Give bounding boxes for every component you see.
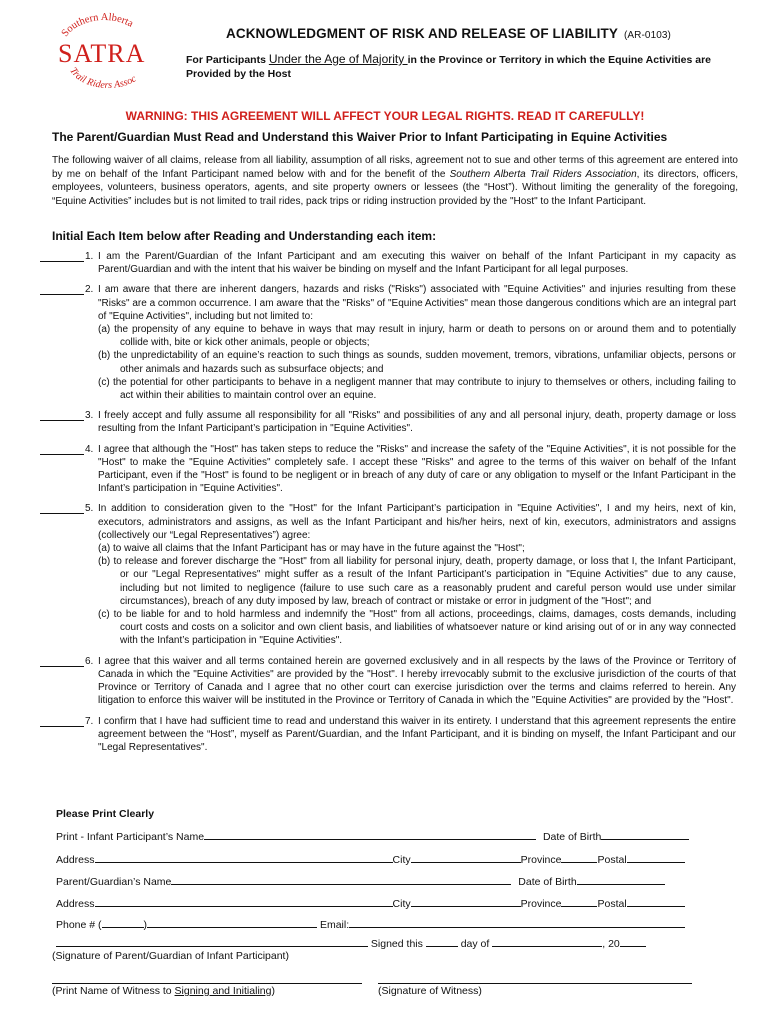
signed-month-field[interactable]	[492, 936, 602, 947]
warning-banner: WARNING: THIS AGREEMENT WILL AFFECT YOUR LEGAL RIGHTS. READ IT CAREFULLY!	[125, 109, 645, 123]
guardian-name-field[interactable]	[171, 874, 511, 885]
item-subclause: (a) to waive all claims that the Infant Participant has or may have in the future against the "Host";	[98, 543, 525, 555]
witness-caption-underlined: Signing and Initialing	[174, 985, 272, 997]
infant-name-row	[56, 829, 689, 843]
initial-field-4[interactable]	[40, 443, 84, 455]
item-number: 1.	[85, 251, 94, 262]
city-field-2[interactable]	[411, 896, 521, 907]
guardian-name-label: Parent/Guardian’s Name	[56, 876, 172, 888]
infant-dob-field[interactable]	[601, 829, 689, 840]
logo-main-text: SATRA	[58, 39, 146, 68]
item-subclause: (c) the potential for other participants to behave in a negligent manner that may contribute to injury to themselves or others, including failing to act within their abilities to maintain control over an equine.	[98, 376, 736, 402]
guardian-signature-caption: (Signature of Parent/Guardian of Infant Participant)	[52, 950, 289, 962]
infant-name-label: Print - Infant Participant’s Name	[56, 831, 205, 843]
item-subclause: (a) the propensity of any equine to behave in ways that may result in injury, harm or death to persons on or around them and to potentially collide with, bite or kick other animals, people or objects;	[98, 324, 736, 349]
city-field-1[interactable]	[411, 852, 521, 863]
item-subclause: (c) to be liable for and to hold harmless and indemnify the "Host" from all actions, proceedings, claims, damages, costs demands, including court costs and costs on a solicitor and own client basis, and liabilities of whatsoever nature or kind arising out of or in any way connected with the Infant’s participation in "Equine Activities".	[98, 609, 736, 647]
intro-association: Southern Alberta Trail Riders Association	[449, 168, 637, 180]
waiver-item-4	[40, 443, 736, 496]
item-number: 2.	[85, 284, 94, 296]
title-text: ACKNOWLEDGMENT OF RISK AND RELEASE OF LIABILITY	[226, 26, 618, 41]
subtitle-post: in the Province or Territory in which the Equine Activities are Provided by the Host	[186, 54, 712, 80]
witness-caption-pre: (Print Name of Witness to	[52, 985, 175, 997]
waiver-item-5	[40, 502, 736, 647]
waiver-item-3	[40, 409, 736, 435]
phone-email-row	[56, 917, 685, 931]
item-text: In addition to consideration given to the "Host" for the Infant Participant’s participation in "Equine Activities", I and my heirs, next of kin, executors, administrators and assigns, as well as the Infant Participant and his/her heirs, next of kin, executors, administrators and assigns (collectively our “Legal Representatives”) agree:	[98, 503, 736, 541]
postal-label: Postal	[597, 854, 627, 866]
province-field-1[interactable]	[561, 852, 597, 863]
year-prefix: , 20	[602, 938, 620, 950]
item-text: I am the Parent/Guardian of the Infant Participant and am executing this waiver on behalf of the Infant Participant in my capacity as Parent/Guardian and with the intent that his waiver be binding on myself and the Infant Participant for all legal purposes.	[98, 251, 736, 276]
logo-top-text: Southern Alberta	[59, 11, 135, 39]
signed-day-field[interactable]	[426, 936, 458, 947]
witness-name-caption	[52, 985, 275, 997]
province-label: Province	[520, 854, 562, 866]
form-code: (AR-0103)	[623, 30, 671, 41]
email-field[interactable]	[349, 917, 685, 928]
city-label: City	[392, 854, 411, 866]
address-field-2[interactable]	[95, 896, 393, 907]
subtitle-underlined: Under the Age of Majority	[268, 52, 408, 66]
item-text: I agree that although the "Host" has taken steps to reduce the "Risks" and increase the safety of the "Equine Activities", it is not possible for the "Host" to make the "Equine Activities" completely safe. I accept these "Risks" and agree to the terms of this waiver on behalf of the Infant Participant, even if the "Host" is found to be negligent or in breach of any duty of care or any obligation to myself or the Infant Participant in the Infant’s participation in "Equine Activities".	[98, 443, 736, 495]
initial-heading: Initial Each Item below after Reading and Understanding each item:	[52, 229, 437, 243]
infant-name-field[interactable]	[204, 829, 536, 840]
item-number: 5.	[85, 503, 94, 515]
witness-name-line[interactable]	[52, 983, 362, 984]
phone-label: Phone # (	[56, 919, 102, 931]
initial-field-3[interactable]	[40, 409, 84, 421]
guardian-heading: The Parent/Guardian Must Read and Understand this Waiver Prior to Infant Participating in Equine Activities	[52, 130, 668, 144]
phone-close: )	[143, 919, 148, 931]
intro-part1: The following waiver of all claims, release from all liability, assumption of all risks, agreement not to sue and other terms of this agreement are entered into by me on behalf of the Infant Participant named below with and for the benefit of the	[52, 155, 738, 180]
phone-area-field[interactable]	[102, 917, 144, 928]
intro-paragraph	[52, 154, 738, 208]
item-text: I am aware that there are inherent dangers, hazards and risks ("Risks") associated with "Equine Activities" and injuries resulting from these "Risks" are a common occurrence. I am aware that the "Risks" of "Equine Activities" mean those dangerous conditions which are an integral part of "Equine Activities", including but not limited to:	[98, 284, 736, 322]
satra-logo-graphic	[44, 10, 164, 90]
waiver-item-6	[40, 655, 736, 708]
initial-field-7[interactable]	[40, 715, 84, 727]
postal-field-2[interactable]	[627, 896, 685, 907]
guardian-name-row	[56, 874, 665, 888]
waiver-items	[40, 250, 736, 761]
item-number: 6.	[85, 655, 94, 667]
address-row-1	[56, 852, 685, 866]
guardian-dob-field[interactable]	[577, 874, 665, 885]
witness-caption-post: )	[271, 985, 275, 997]
phone-number-field[interactable]	[147, 917, 317, 928]
address-label: Address	[56, 898, 95, 910]
waiver-item-7	[40, 715, 736, 755]
waiver-item-2	[40, 283, 736, 402]
subtitle-pre: For Participants	[186, 54, 269, 66]
province-field-2[interactable]	[561, 896, 597, 907]
postal-field-1[interactable]	[627, 852, 685, 863]
print-clearly-heading: Please Print Clearly	[56, 808, 155, 820]
logo-bottom-text: Trail Riders Assoc	[67, 65, 139, 90]
postal-label: Postal	[597, 898, 627, 910]
item-text: I freely accept and fully assume all responsibility for all "Risks" and possibilities of any and all personal injury, death, property damage or loss resulting from the Infant Participant’s participation in "Equine Activities".	[98, 410, 736, 435]
day-of-label: day of	[457, 938, 493, 950]
item-number: 4.	[85, 443, 94, 455]
address-field-1[interactable]	[95, 852, 393, 863]
initial-field-1[interactable]	[40, 250, 84, 262]
initial-field-2[interactable]	[40, 283, 84, 295]
dob-label: Date of Birth	[518, 876, 577, 888]
initial-field-5[interactable]	[40, 502, 84, 514]
waiver-item-1	[40, 250, 736, 276]
intro-part2: , its directors, officers, employees, volunteers, business operators, agents, and site property owners or lessees (the “Host”). Without limiting the generality of the foregoing, “Equine Activities” includes but is not limited to trail rides, pack trips or riding instruction provided by the "Host" to the Infant Participant.	[52, 168, 738, 207]
item-number: 3.	[85, 410, 94, 422]
item-text: I confirm that I have had sufficient time to read and understand this waiver in its entirety. I understand that this agreement represents the entire agreement between the “Host”, myself as Parent/Guardian, and the Infant Participant, and it is binding on myself, the Infant Participant and our "Legal Representatives".	[98, 715, 736, 753]
email-label: Email:	[319, 919, 350, 931]
item-number: 7.	[85, 715, 94, 727]
initial-field-6[interactable]	[40, 655, 84, 667]
document-subtitle	[186, 52, 746, 81]
dob-label: Date of Birth	[542, 831, 602, 843]
city-label: City	[392, 898, 411, 910]
item-text: I agree that this waiver and all terms contained herein are governed exclusively and in all respects by the laws of the Province or Territory of Canada in which the "Equine Activities" are provided by the "Host". I hereby irrevocably submit to the exclusive jurisdiction of the courts of that Province or Territory of Canada and I agree that no other court can exercise jurisdiction over the terms and claims referred to herein. Any litigation to enforce this waiver will be instituted in the Province or Territory of Canada in which the "Equine Activities" are provided by the "Host".	[98, 655, 736, 707]
item-subclause: (b) to release and forever discharge the "Host" from all liability for personal injury, death, property damage, or loss that I, the Infant Participant, or our "Legal Representatives" might suffer as a result of the Infant Participant’s participation in "Equine Activities" due to any cause, including but not limited to negligence (failure to use such care as a reasonably prudent and careful person would use under similar circumstances), breach of any duty imposed by law, breach of contract or mistake or error in judgment of the "Host"; and	[98, 556, 736, 607]
address-label: Address	[56, 854, 95, 866]
signed-date-row	[56, 936, 646, 950]
witness-signature-line[interactable]	[378, 983, 692, 984]
address-row-2	[56, 896, 685, 910]
satra-logo	[44, 10, 164, 90]
signed-this-label: Signed this	[370, 938, 426, 950]
signed-year-field[interactable]	[620, 936, 646, 947]
province-label: Province	[520, 898, 562, 910]
item-subclause: (b) the unpredictability of an equine’s reaction to such things as sounds, sudden movement, tremors, vibrations, unfamiliar objects, persons or other animals and hazards such as subsurface objects; and	[98, 350, 736, 375]
document-title	[226, 26, 671, 41]
guardian-signature-field[interactable]	[56, 936, 368, 947]
witness-signature-caption: (Signature of Witness)	[378, 985, 482, 997]
